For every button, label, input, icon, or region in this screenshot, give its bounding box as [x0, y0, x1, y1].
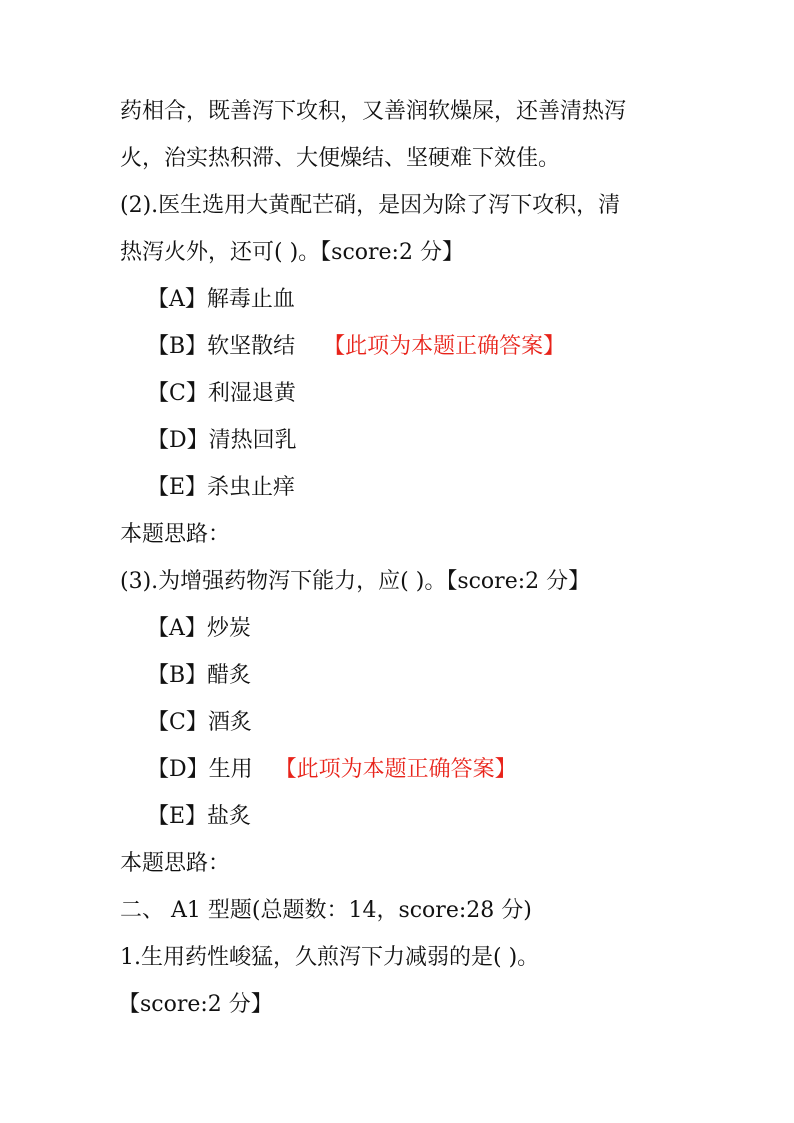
question-2-option-e — [147, 473, 295, 503]
question-2-stem-line-1: (2).医生选用大黄配芒硝，是因为除了泻下攻积，清 — [120, 193, 621, 218]
question-2-option-b — [147, 332, 565, 362]
option-label: 【C】利湿退黄 — [147, 381, 296, 406]
option-label: 【D】清热回乳 — [147, 428, 297, 453]
question-3-option-e — [147, 802, 251, 832]
question-3-option-d — [147, 755, 517, 785]
section-heading: 二、 A1 型题(总题数：14，score:28 分) — [120, 898, 532, 923]
intro-line-2: 火，治实热积滞、大便燥结、坚硬难下效佳。 — [120, 146, 561, 171]
correct-answer-note: 【此项为本题正确答案】 — [274, 757, 517, 782]
question-3-option-b — [147, 661, 251, 691]
question-1-score: 【score:2 分】 — [118, 992, 273, 1017]
option-label: 【E】盐炙 — [147, 804, 252, 829]
question-3-analysis: 本题思路： — [120, 851, 231, 876]
option-label: 【A】解毒止血 — [147, 287, 295, 312]
question-2-analysis: 本题思路： — [120, 522, 231, 547]
question-2-option-c — [147, 379, 296, 409]
intro-line-1: 药相合，既善泻下攻积，又善润软燥屎，还善清热泻 — [120, 99, 627, 124]
question-2-stem-line-2: 热泻火外，还可( )。【score:2 分】 — [120, 240, 464, 265]
question-1-stem: 1.生用药性峻猛，久煎泻下力减弱的是( )。 — [120, 945, 540, 970]
option-label: 【C】酒炙 — [147, 710, 252, 735]
question-3-stem: (3).为增强药物泻下能力，应( )。【score:2 分】 — [120, 569, 591, 594]
option-label: 【B】醋炙 — [147, 663, 252, 688]
option-label: 【A】炒炭 — [147, 616, 251, 641]
question-3-option-a — [147, 614, 251, 644]
option-label: 【E】杀虫止痒 — [147, 475, 296, 500]
question-3-option-c — [147, 708, 252, 738]
question-2-option-d — [147, 426, 297, 456]
question-2-option-a — [147, 285, 295, 315]
option-label: 【D】生用 — [147, 757, 253, 782]
correct-answer-note: 【此项为本题正确答案】 — [323, 334, 566, 359]
option-label: 【B】软坚散结 — [147, 334, 296, 359]
